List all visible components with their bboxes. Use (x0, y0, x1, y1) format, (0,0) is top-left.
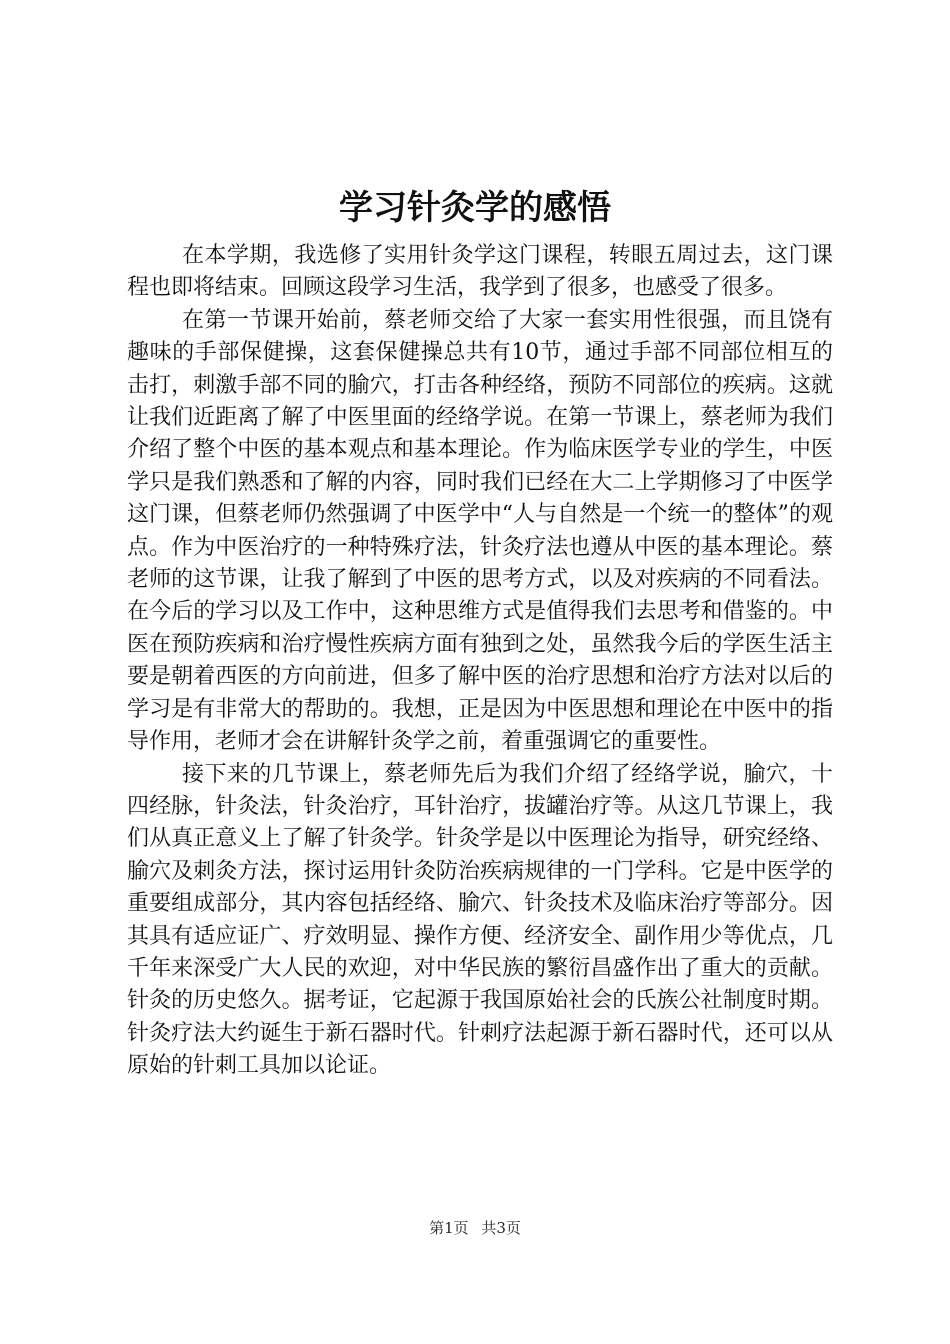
paragraph: 接下来的几节课上，蔡老师先后为我们介绍了经络学说，腧穴，十四经脉，针灸法，针灸治疗，耳针治疗，拔罐治疗等。从这几节课上，我们从真正意义上了解了针灸学。针灸学是以中医理论为指导，研究经络、腧穴及刺灸方法，探讨运用针灸防治疾病规律的一门学科。它是中医学的重要组成部分，其内容包括经络、腧穴、针灸技术及临床治疗等部分。因其具有适应证广、疗效明显、操作方便、经济安全、副作用少等优点，几千年来深受广大人民的欢迎，对中华民族的繁衍昌盛作出了重大的贡献。针灸的历史悠久。据考证，它起源于我国原始社会的氏族公社制度时期。针灸疗法大约诞生于新石器时代。针刺疗法起源于新石器时代，还可以从原始的针刺工具加以论证。 (127, 761, 833, 1079)
paragraph: 在本学期，我选修了实用针灸学这门课程，转眼五周过去，这门课程也即将结束。回顾这段学习生活，我学到了很多，也感受了很多。 (127, 243, 833, 301)
document-body (127, 240, 833, 1083)
document-title: 学习针灸学的感悟 (339, 188, 611, 228)
paragraph: 在第一节课开始前，蔡老师交给了大家一套实用性很强，而且饶有趣味的手部保健操，这套保健操总共有10节，通过手部不同部位相互的击打，刺激手部不同的腧穴，打击各种经络，预防不同部位的疾病。这就让我们近距离了解了中医里面的经络学说。在第一节课上，蔡老师为我们介绍了整个中医的基本观点和基本理论。作为临床医学专业的学生，中医学只是我们熟悉和了解的内容，同时我们已经在大二上学期修习了中医学这门课，但蔡老师仍然强调了中医学中“人与自然是一个统一的整体”的观点。作为中医治疗的一种特殊疗法，针灸疗法也遵从中医的基本理论。蔡老师的这节课，让我了解到了中医的思考方式，以及对疾病的不同看法。在今后的学习以及工作中，这种思维方式是值得我们去思考和借鉴的。中医在预防疾病和治疗慢性疾病方面有独到之处，虽然我今后的学医生活主要是朝着西医的方向前进，但多了解中医的治疗思想和治疗方法对以后的学习是有非常大的帮助的。我想，正是因为中医思想和理论在中医中的指导作用，老师才会在讲解针灸学之前，着重强调它的重要性。 (127, 307, 833, 755)
page-total: 共3页 (481, 1219, 521, 1237)
page-footer (0, 1218, 950, 1238)
page-number: 第1页 (429, 1219, 469, 1237)
